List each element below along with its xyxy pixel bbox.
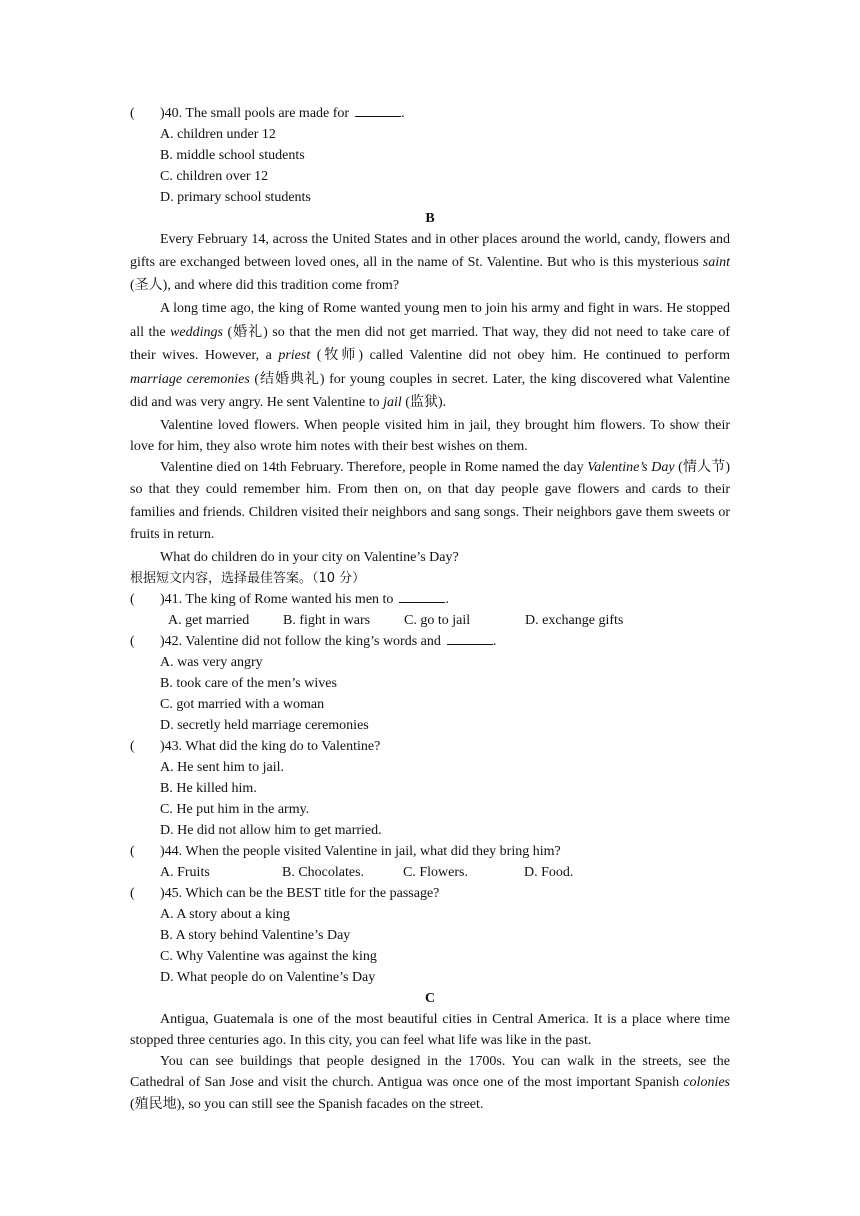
question-42 xyxy=(130,631,730,652)
passage-b-paragraph-3: Valentine loved flowers. When people visited him in jail, they brought him flowers. To show their love for him, they also wrote him notes with their best wishes on them. xyxy=(130,417,730,454)
answer-blank xyxy=(399,590,445,603)
term-weddings: weddings xyxy=(170,324,223,340)
passage-b-paragraph-5: What do children do in your city on Valentine’s Day? xyxy=(160,549,459,565)
stem-end: . xyxy=(401,106,405,121)
q45-option-a: A. A story about a king xyxy=(160,906,290,922)
q43-option-d: D. He did not allow him to get married. xyxy=(160,822,382,838)
q44-options xyxy=(130,862,730,883)
question-45-stem: )45. Which can be the BEST title for the passage? xyxy=(160,885,440,901)
text-span: (情人节) so that they could remember him. From then on, on that day people gave flowers and cards to their families and friends. Children visited their neighbors and sang songs. Their neighbors gave them sweets or fruits in return. xyxy=(130,459,731,542)
question-42-stem: )42. Valentine did not follow the king’s words and xyxy=(160,633,441,649)
q43-option-a: A. He sent him to jail. xyxy=(160,759,285,775)
term-colonies: colonies xyxy=(683,1075,730,1090)
q42-option-c: C. got married with a woman xyxy=(160,696,325,712)
term-saint: saint xyxy=(702,255,730,270)
question-40-stem: )40. The small pools are made for xyxy=(160,106,350,121)
term-priest: priest xyxy=(278,348,311,363)
answer-blank xyxy=(447,632,493,645)
q43-option-c: C. He put him in the army. xyxy=(160,801,310,817)
q40-option-a: A. children under 12 xyxy=(160,127,276,142)
instruction-text: 根据短文内容，选择最佳答案。（10 分） xyxy=(130,570,366,586)
q44-option-b: B. Chocolates. xyxy=(282,864,365,880)
q45-option-c: C. Why Valentine was against the king xyxy=(160,948,377,964)
q40-option-b: B. middle school students xyxy=(160,148,305,163)
stem-end: . xyxy=(445,591,449,607)
answer-paren: ( xyxy=(130,591,135,607)
term-marriage-ceremonies: marriage ceremonies xyxy=(130,371,250,387)
q44-option-d: D. Food. xyxy=(524,864,574,880)
section-c-heading: C xyxy=(424,990,436,1006)
q45-option-d: D. What people do on Valentine’s Day xyxy=(160,969,376,985)
q42-option-b: B. took care of the men’s wives xyxy=(160,675,337,691)
text-span: (婚礼) so that the men did not get married. That way, they did not need to take care of their wives. However, a xyxy=(130,324,730,363)
q41-option-c: C. go to jail xyxy=(404,612,471,628)
question-40 xyxy=(130,103,730,124)
text-span: (结婚典礼) for young couples in secret. Later, the king discovered what Valentine did and was very angry. He sent Valentine to xyxy=(130,371,731,410)
q41-option-a: A. get married xyxy=(168,612,250,628)
answer-paren: ( xyxy=(130,633,135,649)
text-span: (牧师) called Valentine did not obey him. He continued to perform xyxy=(310,348,730,363)
text-span: You can see buildings that people designed in the 1700s. You can walk in the streets, see the Cathedral of San Jose and visit the church. Antigua was once one of the most important Spanish xyxy=(130,1053,730,1090)
text-span: Valentine died on 14th February. Therefore, people in Rome named the day xyxy=(160,459,588,475)
question-41 xyxy=(130,589,730,610)
q45-option-b: B. A story behind Valentine’s Day xyxy=(160,927,351,943)
question-44 xyxy=(130,841,730,862)
q44-option-a: A. Fruits xyxy=(160,864,210,880)
passage-c-paragraph-1: Antigua, Guatemala is one of the most beautiful cities in Central America. It is a place where time stopped three centuries ago. In this city, you can feel what life was like in the past. xyxy=(130,1011,730,1048)
question-41-stem: )41. The king of Rome wanted his men to xyxy=(160,591,394,607)
text-span: (圣人), and where did this tradition come from? xyxy=(130,278,400,293)
q40-option-d: D. primary school students xyxy=(160,190,311,205)
term-jail: jail xyxy=(383,395,402,410)
q44-option-c: C. Flowers. xyxy=(403,864,468,880)
q41-options xyxy=(130,610,730,631)
q42-option-d: D. secretly held marriage ceremonies xyxy=(160,717,369,733)
answer-paren: ( xyxy=(130,738,135,754)
text-span: (殖民地), so you can still see the Spanish facades on the street. xyxy=(130,1096,484,1112)
q42-option-a: A. was very angry xyxy=(160,654,263,670)
section-b-heading: B xyxy=(425,211,435,226)
q41-option-d: D. exchange gifts xyxy=(525,612,624,628)
passage-b-paragraph-1 xyxy=(130,228,730,297)
q41-option-b: B. fight in wars xyxy=(283,612,371,628)
q43-option-b: B. He killed him. xyxy=(160,780,257,796)
text-span: (监狱). xyxy=(401,395,447,410)
passage-b-paragraph-4 xyxy=(130,457,730,547)
term-valentines-day: Valentine’s Day xyxy=(587,459,675,475)
q40-option-c: C. children over 12 xyxy=(160,169,269,184)
answer-paren: ( xyxy=(130,106,135,121)
question-45 xyxy=(130,883,730,904)
passage-b-paragraph-2 xyxy=(130,297,730,415)
answer-blank xyxy=(355,104,401,117)
passage-c-paragraph-2 xyxy=(130,1051,730,1116)
answer-paren: ( xyxy=(130,885,135,901)
text-span: Every February 14, across the United States and in other places around the world, candy, flowers and gifts are exchanged between loved ones, all in the name of St. Valentine. But who is this mysterious xyxy=(130,232,730,270)
question-44-stem: )44. When the people visited Valentine in jail, what did they bring him? xyxy=(160,843,561,859)
text-span: A long time ago, the king of Rome wanted young men to join his army and fight in wars. He stopped all the xyxy=(130,301,730,340)
exam-page xyxy=(130,103,730,1115)
stem-end: . xyxy=(492,633,497,649)
answer-paren: ( xyxy=(130,843,135,859)
question-43 xyxy=(130,736,730,757)
question-43-stem: )43. What did the king do to Valentine? xyxy=(160,738,381,754)
